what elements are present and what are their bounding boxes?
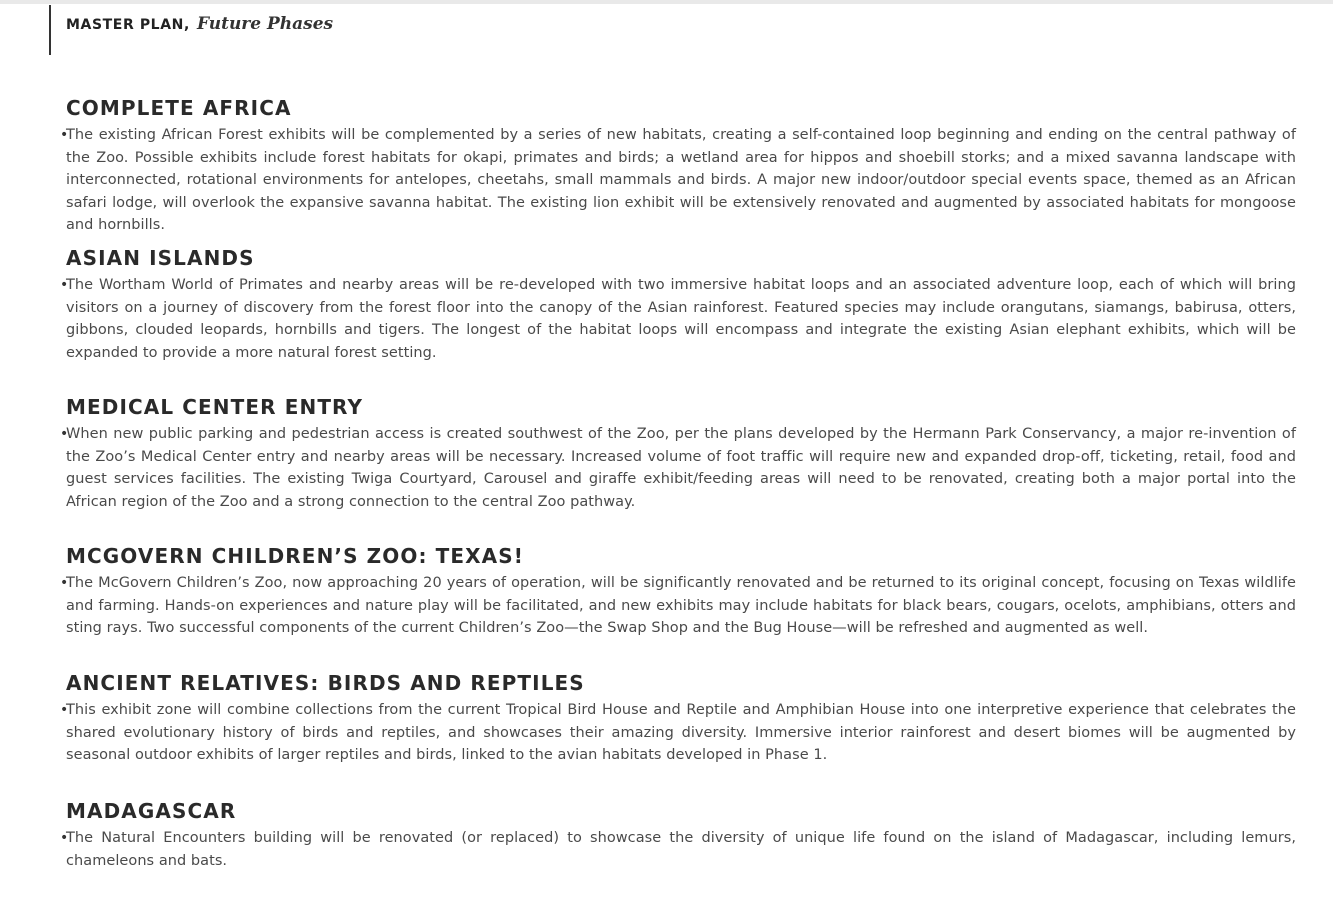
section-childrens-zoo: [60, 543, 1296, 640]
bullet-item: [60, 572, 1296, 640]
bullet-item: [60, 124, 1296, 237]
section-ancient-relatives: [60, 670, 1296, 767]
bullet-text: This exhibit zone will combine collections from the current Tropical Bird House and Reptile and Amphibian House into one interpretive experience that celebrates the shared evolutionary history of birds and reptiles, and showcases their amazing diversity. Immersive interior rainforest and desert biomes will be augmented by seasonal outdoor exhibits of larger reptiles and birds, linked to the avian habitats developed in Phase 1.: [66, 702, 1296, 763]
section-title: COMPLETE AFRICA: [66, 96, 292, 120]
top-border-strip: [0, 0, 1333, 4]
section-title: MADAGASCAR: [66, 799, 237, 823]
bullet-item: [60, 699, 1296, 767]
bullet-text: The Natural Encounters building will be renovated (or replaced) to showcase the diversity of unique life found on the island of Madagascar, including lemurs, chameleons and bats.: [66, 830, 1296, 869]
section-asian-islands: [60, 245, 1296, 364]
bullet-icon: •: [60, 830, 69, 846]
section-complete-africa: [60, 95, 1296, 237]
bullet-icon: •: [60, 702, 69, 718]
bullet-text: The McGovern Children’s Zoo, now approaching 20 years of operation, will be significantly renovated and be returned to its original concept, focusing on Texas wildlife and farming. Hands-on experiences and nature play will be facilitated, and new exhibits may include habitats for black bears, cougars, ocelots, amphibians, otters and sting rays. Two successful components of the current Children’s Zoo—the Swap Shop and the Bug House—will be refreshed and augmented as well.: [66, 575, 1296, 636]
bullet-icon: •: [60, 575, 69, 591]
bullet-icon: •: [60, 426, 69, 442]
header-label: MASTER PLAN,: [66, 17, 190, 33]
bullet-text: The Wortham World of Primates and nearby areas will be re-developed with two immersive habitat loops and an associated adventure loop, each of which will bring visitors on a journey of discovery from the forest floor into the canopy of the Asian rainforest. Featured species may include orangutans, siamangs, babirusa, otters, gibbons, clouded leopards, hornbills and tigers. The longest of the habitat loops will encompass and integrate the existing Asian elephant exhibits, which will be expanded to provide a more natural forest setting.: [66, 277, 1296, 361]
section-medical-center-entry: [60, 394, 1296, 513]
bullet-item: [60, 423, 1296, 513]
bullet-icon: •: [60, 127, 69, 143]
bullet-text: The existing African Forest exhibits will be complemented by a series of new habitats, creating a self-contained loop beginning and ending on the central pathway of the Zoo. Possible exhibits include forest habitats for okapi, primates and birds; a wetland area for hippos and shoebill storks; and a mixed savanna landscape with interconnected, rotational environments for antelopes, cheetahs, small mammals and birds. A major new indoor/outdoor special events space, themed as an African safari lodge, will overlook the expansive savanna habitat. The existing lion exhibit will be extensively renovated and augmented by associated habitats for mongoose and hornbills.: [66, 127, 1296, 233]
header-vertical-rule: [49, 5, 51, 55]
section-title: ASIAN ISLANDS: [66, 246, 255, 270]
bullet-text: When new public parking and pedestrian access is created southwest of the Zoo, per the plans developed by the Hermann Park Conservancy, a major re-invention of the Zoo’s Medical Center entry and nearby areas will be necessary. Increased volume of foot traffic will require new and expanded drop-off, ticketing, retail, food and guest services facilities. The existing Twiga Courtyard, Carousel and giraffe exhibit/feeding areas will need to be renovated, creating both a major portal into the African region of the Zoo and a strong connection to the central Zoo pathway.: [66, 426, 1296, 510]
page-header: [66, 14, 333, 34]
section-title: ANCIENT RELATIVES: BIRDS AND REPTILES: [66, 671, 585, 695]
bullet-item: [60, 827, 1296, 872]
section-title: MCGOVERN CHILDREN’S ZOO: TEXAS!: [66, 544, 524, 568]
bullet-icon: •: [60, 277, 69, 293]
header-subtitle: Future Phases: [196, 14, 334, 34]
bullet-item: [60, 274, 1296, 364]
section-title: MEDICAL CENTER ENTRY: [66, 395, 364, 419]
section-madagascar: [60, 798, 1296, 872]
